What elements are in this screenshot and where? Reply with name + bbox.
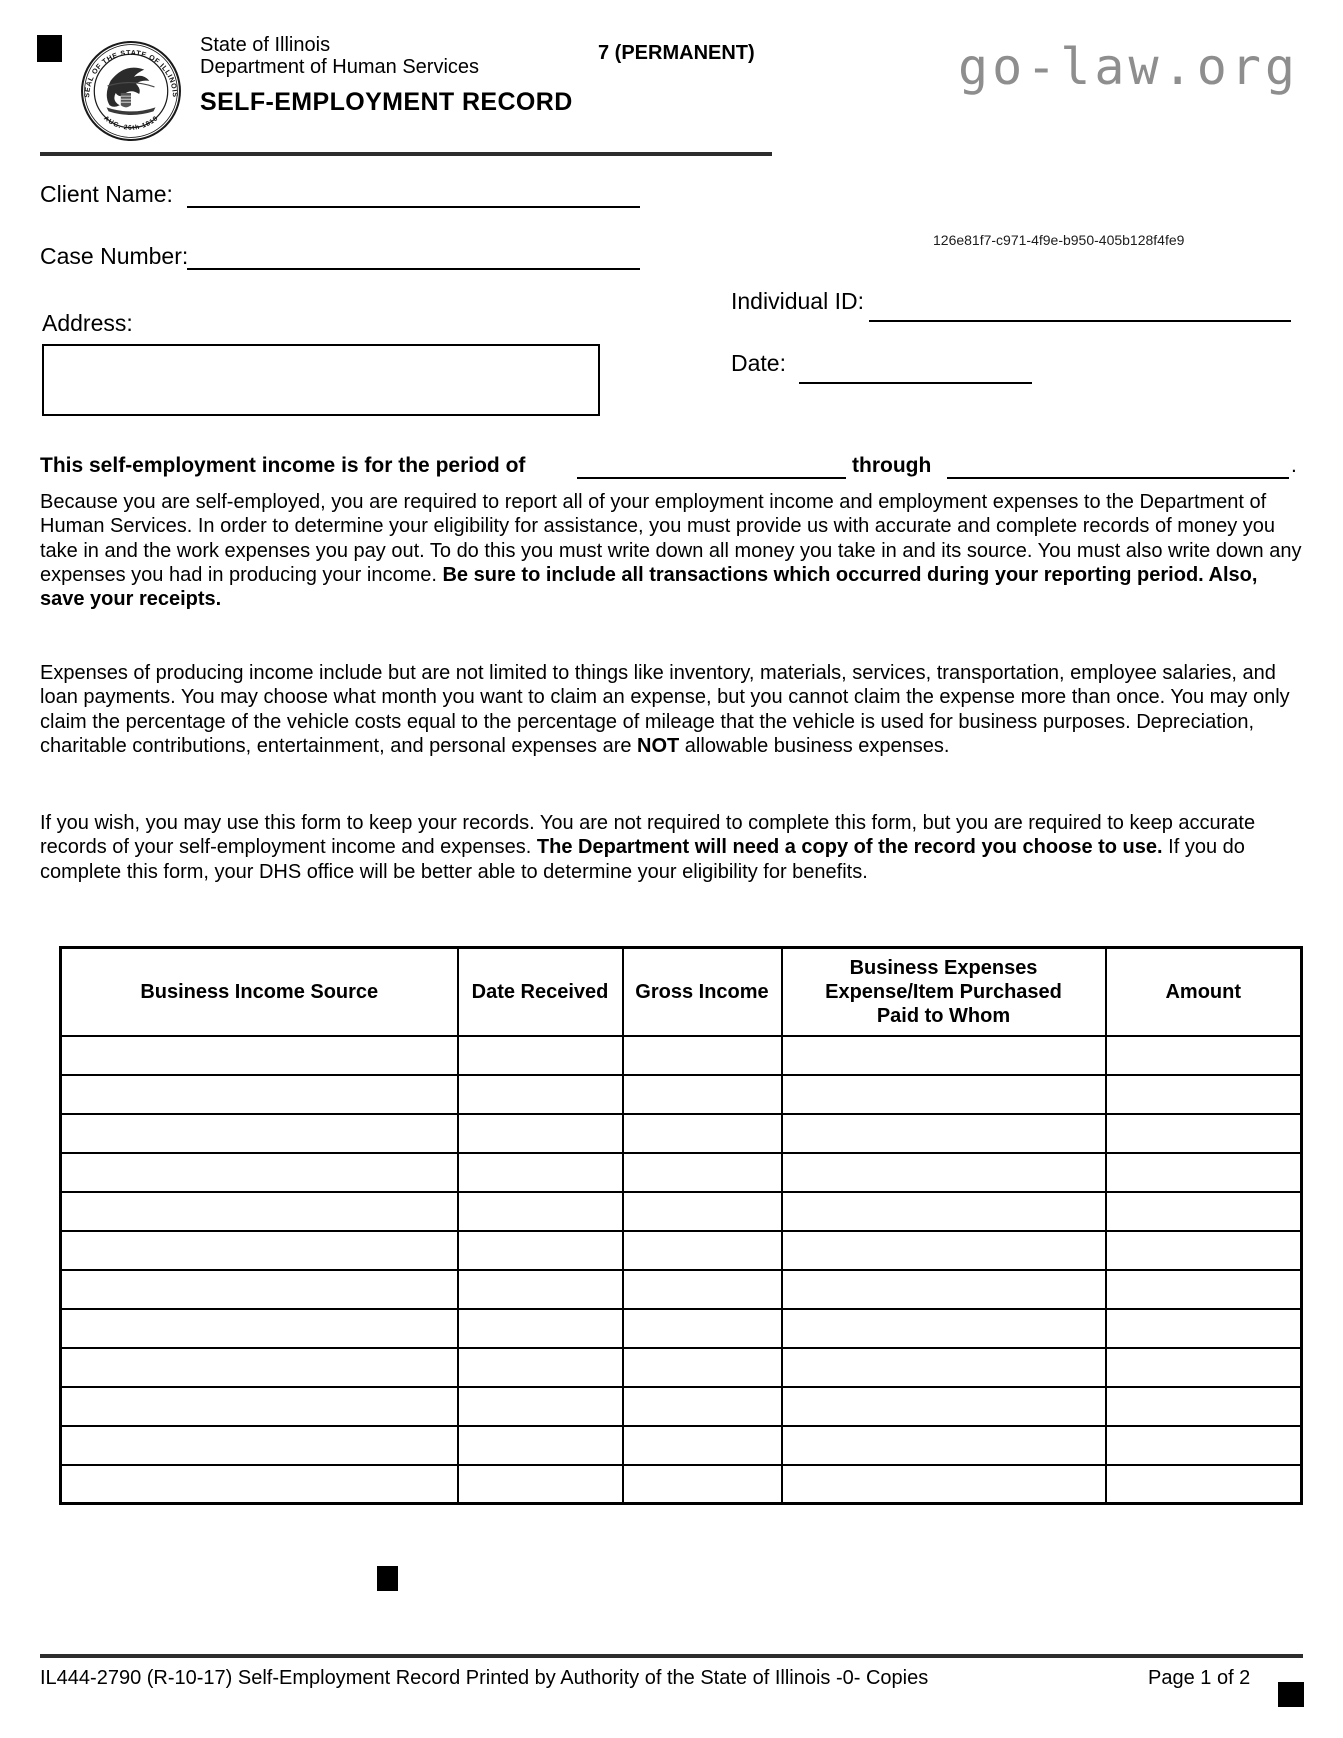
table-cell[interactable] bbox=[623, 1309, 782, 1348]
table-row bbox=[61, 1114, 1302, 1153]
paragraph-2-bold-text: NOT bbox=[637, 734, 680, 757]
table-cell[interactable] bbox=[1106, 1231, 1302, 1270]
table-row bbox=[61, 1426, 1302, 1465]
table-cell[interactable] bbox=[61, 1231, 458, 1270]
address-label: Address: bbox=[42, 310, 133, 336]
table-cell[interactable] bbox=[782, 1270, 1106, 1309]
paragraph-2-text-end: allowable business expenses. bbox=[679, 734, 950, 757]
header-business-expenses-line1: Business Expenses bbox=[849, 956, 1038, 979]
period-statement-prefix: This self-employment income is for the period of bbox=[40, 454, 526, 477]
paragraph-3-text-end: If you do complete this form, your DHS office will be better able to determine your eligibility for benefits. bbox=[40, 836, 1245, 883]
income-expense-table bbox=[59, 946, 1303, 1505]
client-name-input[interactable] bbox=[187, 206, 640, 208]
header-date-received: Date Received bbox=[458, 948, 623, 1036]
table-row bbox=[61, 1465, 1302, 1504]
table-cell[interactable] bbox=[61, 1387, 458, 1426]
table-cell[interactable] bbox=[782, 1387, 1106, 1426]
table-cell[interactable] bbox=[782, 1348, 1106, 1387]
paragraph-3-text: If you wish, you may use this form to keep your records. You are not required to complete this form, but you are required to keep accurate records of your self-employment income and expenses. bbox=[40, 812, 1256, 859]
table-row bbox=[61, 1231, 1302, 1270]
date-input[interactable] bbox=[799, 382, 1032, 384]
table-cell[interactable] bbox=[61, 1114, 458, 1153]
header-gross-income: Gross Income bbox=[623, 948, 782, 1036]
table-cell[interactable] bbox=[1106, 1270, 1302, 1309]
table-cell[interactable] bbox=[782, 1309, 1106, 1348]
table-cell[interactable] bbox=[458, 1075, 623, 1114]
table-cell[interactable] bbox=[458, 1309, 623, 1348]
address-input-box[interactable] bbox=[42, 344, 600, 416]
table-cell[interactable] bbox=[623, 1036, 782, 1075]
header-business-income-source: Business Income Source bbox=[61, 948, 458, 1036]
table-cell[interactable] bbox=[458, 1192, 623, 1231]
table-cell[interactable] bbox=[61, 1465, 458, 1504]
table-cell[interactable] bbox=[1106, 1465, 1302, 1504]
period-start-input[interactable] bbox=[577, 477, 846, 479]
table-row bbox=[61, 1309, 1302, 1348]
individual-id-input[interactable] bbox=[869, 320, 1291, 322]
header-amount: Amount bbox=[1106, 948, 1302, 1036]
watermark-text: go-law.org bbox=[958, 38, 1300, 96]
agency-name-line2: Department of Human Services bbox=[200, 56, 480, 78]
table-cell[interactable] bbox=[782, 1114, 1106, 1153]
table-cell[interactable] bbox=[782, 1465, 1106, 1504]
table-cell[interactable] bbox=[623, 1231, 782, 1270]
table-cell[interactable] bbox=[623, 1192, 782, 1231]
form-title: SELF-EMPLOYMENT RECORD bbox=[200, 88, 573, 116]
table-cell[interactable] bbox=[623, 1075, 782, 1114]
table-cell[interactable] bbox=[623, 1465, 782, 1504]
income-table-body bbox=[61, 1036, 1302, 1504]
period-end-input[interactable] bbox=[947, 477, 1289, 479]
seal-bottom-text: AUG. 26th 1818 bbox=[102, 114, 160, 132]
table-cell[interactable] bbox=[1106, 1192, 1302, 1231]
table-row bbox=[61, 1192, 1302, 1231]
paragraph-1-text: Because you are self-employed, you are required to report all of your employment income and employment expenses to the Department of Human Services. In order to determine your eligibility for assistance, you must provide us with accurate and complete records of money you take in and the work expenses you pay out. To do this you must write down all money you take in and its source. You must also write down any expenses you had in producing your income. bbox=[40, 491, 1302, 586]
table-cell[interactable] bbox=[61, 1153, 458, 1192]
table-cell[interactable] bbox=[458, 1153, 623, 1192]
table-row bbox=[61, 1387, 1302, 1426]
table-cell[interactable] bbox=[458, 1387, 623, 1426]
table-row bbox=[61, 1348, 1302, 1387]
table-row bbox=[61, 1153, 1302, 1192]
table-cell[interactable] bbox=[623, 1348, 782, 1387]
registration-mark-bottom-right bbox=[1278, 1682, 1304, 1707]
table-cell[interactable] bbox=[623, 1114, 782, 1153]
agency-name-line1: State of Illinois bbox=[200, 34, 331, 56]
case-number-label: Case Number: bbox=[40, 243, 189, 269]
table-cell[interactable] bbox=[623, 1426, 782, 1465]
table-row bbox=[61, 1270, 1302, 1309]
table-cell[interactable] bbox=[61, 1426, 458, 1465]
header-business-expenses bbox=[782, 948, 1106, 1036]
period-statement-period-mark: . bbox=[1291, 454, 1297, 477]
footer-form-id-text: IL444-2790 (R-10-17) Self-Employment Record Printed by Authority of the State of Illinois -0- Copies bbox=[40, 1667, 929, 1689]
paragraph-reporting-requirement bbox=[40, 490, 1302, 611]
paragraph-form-usage bbox=[40, 811, 1302, 884]
table-cell[interactable] bbox=[458, 1270, 623, 1309]
registration-mark-middle bbox=[377, 1566, 398, 1591]
permanent-label: 7 (PERMANENT) bbox=[598, 42, 755, 64]
table-cell[interactable] bbox=[782, 1192, 1106, 1231]
date-label: Date: bbox=[731, 350, 786, 376]
table-cell[interactable] bbox=[1106, 1309, 1302, 1348]
header-divider bbox=[40, 152, 772, 156]
table-cell[interactable] bbox=[61, 1192, 458, 1231]
case-number-input[interactable] bbox=[187, 268, 640, 270]
footer-page-number: Page 1 of 2 bbox=[1148, 1667, 1251, 1689]
table-cell[interactable] bbox=[458, 1114, 623, 1153]
table-cell[interactable] bbox=[1106, 1075, 1302, 1114]
table-cell[interactable] bbox=[61, 1309, 458, 1348]
table-cell[interactable] bbox=[782, 1153, 1106, 1192]
paragraph-2-text: Expenses of producing income include but are not limited to things like inventory, materials, services, transportation, employee salaries, and loan payments. You may choose what month you want to claim an expense, but you cannot claim the expense more than once. You may only claim the percentage of the vehicle costs equal to the percentage of mileage that the vehicle is used for business purposes. Depreciation, charitable contributions, entertainment, and personal expenses are bbox=[40, 662, 1290, 757]
table-cell[interactable] bbox=[61, 1075, 458, 1114]
individual-id-label: Individual ID: bbox=[731, 288, 864, 314]
table-cell[interactable] bbox=[1106, 1036, 1302, 1075]
footer-divider bbox=[40, 1654, 1303, 1658]
table-cell[interactable] bbox=[458, 1426, 623, 1465]
state-seal-icon bbox=[80, 40, 182, 142]
table-cell[interactable] bbox=[623, 1270, 782, 1309]
table-cell[interactable] bbox=[458, 1348, 623, 1387]
table-cell[interactable] bbox=[782, 1426, 1106, 1465]
table-cell[interactable] bbox=[61, 1348, 458, 1387]
svg-text:AUG. 26th 1818 bbox=[102, 115, 159, 132]
table-cell[interactable] bbox=[1106, 1387, 1302, 1426]
state-seal bbox=[80, 40, 182, 142]
table-cell[interactable] bbox=[782, 1075, 1106, 1114]
table-cell[interactable] bbox=[1106, 1153, 1302, 1192]
table-cell[interactable] bbox=[623, 1153, 782, 1192]
header-business-expenses-line3: Paid to Whom bbox=[876, 1004, 1011, 1027]
table-row bbox=[61, 1036, 1302, 1075]
document-guid: 126e81f7-c971-4f9e-b950-405b128f4fe9 bbox=[933, 232, 1185, 248]
table-cell[interactable] bbox=[458, 1465, 623, 1504]
table-cell[interactable] bbox=[1106, 1426, 1302, 1465]
seal-eagle-icon bbox=[107, 68, 156, 115]
table-cell[interactable] bbox=[782, 1036, 1106, 1075]
table-cell[interactable] bbox=[623, 1387, 782, 1426]
table-cell[interactable] bbox=[1106, 1348, 1302, 1387]
table-cell[interactable] bbox=[782, 1231, 1106, 1270]
table-header-row bbox=[61, 948, 1302, 1036]
seal-top-text: SEAL OF THE STATE OF ILLINOIS bbox=[83, 48, 179, 98]
header-business-expenses-line2: Expense/Item Purchased bbox=[825, 980, 1062, 1003]
registration-mark-top-left bbox=[37, 35, 62, 62]
table-row bbox=[61, 1075, 1302, 1114]
paragraph-expenses-definition bbox=[40, 661, 1302, 758]
table-cell[interactable] bbox=[61, 1036, 458, 1075]
paragraph-1-bold-text: Be sure to include all transactions which occurred during your reporting period. Also, save your receipts. bbox=[40, 563, 1258, 611]
period-statement-through: through bbox=[852, 454, 932, 477]
client-name-label: Client Name: bbox=[40, 181, 173, 207]
table-cell[interactable] bbox=[61, 1270, 458, 1309]
table-cell[interactable] bbox=[458, 1036, 623, 1075]
paragraph-3-bold-text: The Department will need a copy of the record you choose to use. bbox=[536, 836, 1163, 859]
table-cell[interactable] bbox=[1106, 1114, 1302, 1153]
table-cell[interactable] bbox=[458, 1231, 623, 1270]
